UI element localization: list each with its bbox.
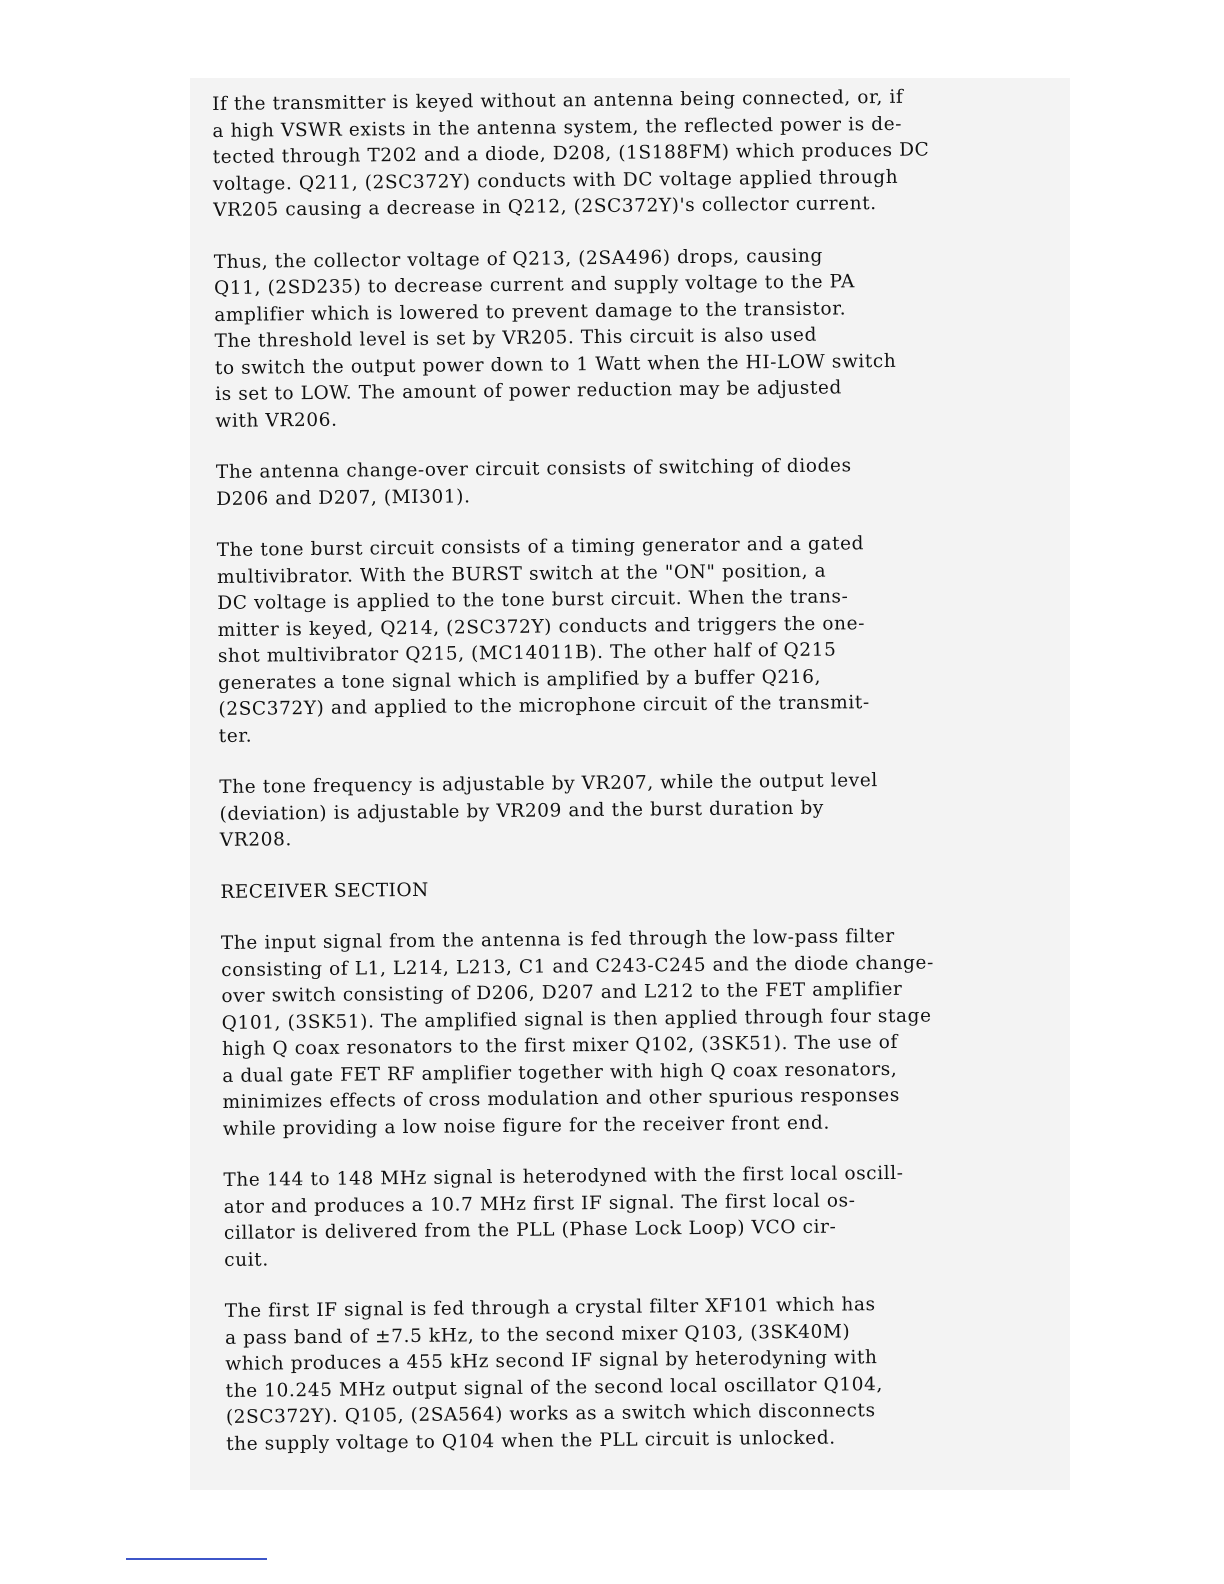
text-line: (deviation) is adjustable by VR209 and the burst duration by	[219, 797, 825, 825]
text-line: a dual gate FET RF amplifier together with high Q coax resonators,	[222, 1058, 898, 1087]
text-line: the 10.245 MHz output signal of the second local oscillator Q104,	[225, 1373, 884, 1402]
text-line: Q11, (2SD235) to decrease current and supply voltage to the PA	[213, 271, 855, 299]
text-line: If the transmitter is keyed without an antenna being connected, or, if	[212, 86, 904, 115]
text-line: the supply voltage to Q104 when the PLL circuit is unlocked.	[226, 1427, 836, 1455]
text-line: The antenna change-over circuit consists of switching of diodes	[215, 455, 852, 483]
paragraph-tone-frequency	[219, 766, 1060, 854]
text-line: The input signal from the antenna is fed through the low-pass filter	[220, 925, 895, 954]
text-line: D206 and D207, (MI301).	[216, 485, 471, 510]
paragraph-reflected-power	[212, 83, 1053, 224]
paragraph-receiver-input	[221, 922, 1063, 1143]
text-line: minimizes effects of cross modulation and other spurious responses	[222, 1084, 900, 1113]
text-line: while providing a low noise figure for the receiver front end.	[222, 1112, 830, 1140]
paragraph-threshold	[214, 241, 1056, 435]
text-line: The first IF signal is fed through a crystal filter XF101 which has	[224, 1294, 876, 1322]
text-line: is set to LOW. The amount of power reduction may be adjusted	[215, 377, 843, 405]
text-line: shot multivibrator Q215, (MC14011B). The other half of Q215	[217, 639, 837, 667]
text-line: to switch the output power down to 1 Watt when the HI-LOW switch	[214, 350, 897, 379]
text-line: (2SC372Y) and applied to the microphone circuit of the transmit-	[218, 692, 870, 720]
text-line: ter.	[218, 725, 253, 747]
text-line: voltage. Q211, (2SC372Y) conducts with DC voltage applied through	[212, 166, 899, 195]
text-line: cuit.	[224, 1248, 269, 1271]
text-line: with VR206.	[215, 409, 338, 432]
text-line: VR205 causing a decrease in Q212, (2SC372Y)'s collector current.	[213, 193, 877, 221]
footnote-separator-line	[126, 1558, 267, 1560]
text-line: (2SC372Y). Q105, (2SA564) works as a switch which disconnects	[225, 1400, 876, 1428]
text-line: VR208.	[219, 829, 293, 851]
paragraph-first-if	[223, 1159, 1064, 1274]
text-line: a pass band of ±7.5 kHz, to the second mixer Q103, (3SK40M)	[224, 1320, 851, 1349]
text-line: The threshold level is set by VR205. This circuit is also used	[214, 324, 818, 352]
document-body	[212, 83, 1067, 1483]
text-line: The 144 to 148 MHz signal is heterodyned with the first local oscill-	[223, 1162, 904, 1191]
text-line: amplifier which is lowered to prevent damage to the transistor.	[214, 297, 847, 326]
section-heading: RECEIVER SECTION	[220, 879, 429, 903]
text-line: ator and produces a 10.7 MHz first IF signal. The first local os-	[223, 1189, 856, 1218]
text-line: cillator is delivered from the PLL (Phase Lock Loop) VCO cir-	[223, 1216, 837, 1244]
text-line: Thus, the collector voltage of Q213, (2SA496) drops, causing	[213, 245, 823, 273]
text-line: DC voltage is applied to the tone burst circuit. When the trans-	[217, 586, 849, 614]
text-line: The tone burst circuit consists of a timing generator and a gated	[216, 533, 865, 561]
text-line: over switch consisting of D206, D207 and L212 to the FET amplifier	[221, 978, 903, 1007]
text-line: multivibrator. With the BURST switch at the "ON" position, a	[216, 560, 827, 588]
text-line: generates a tone signal which is amplified by a buffer Q216,	[218, 666, 822, 694]
text-line: consisting of L1, L214, L213, C1 and C243-C245 and the diode change-	[221, 951, 934, 981]
text-line: The tone frequency is adjustable by VR207, while the output level	[219, 770, 878, 798]
text-line: high Q coax resonators to the first mixer Q102, (3SK51). The use of	[221, 1031, 898, 1060]
paragraph-second-if	[225, 1290, 1067, 1458]
paragraph-tone-burst	[217, 529, 1059, 750]
text-line: which produces a 455 kHz second IF signal by heterodyning with	[225, 1347, 878, 1375]
text-line: mitter is keyed, Q214, (2SC372Y) conducts and triggers the one-	[217, 612, 866, 641]
text-line: tected through T202 and a diode, D208, (1S188FM) which produces DC	[212, 139, 930, 168]
text-line: Q101, (3SK51). The amplified signal is then applied through four stage	[221, 1005, 932, 1034]
text-line: a high VSWR exists in the antenna system, the reflected power is de-	[212, 113, 903, 142]
paragraph-antenna-changeover	[216, 451, 1057, 513]
